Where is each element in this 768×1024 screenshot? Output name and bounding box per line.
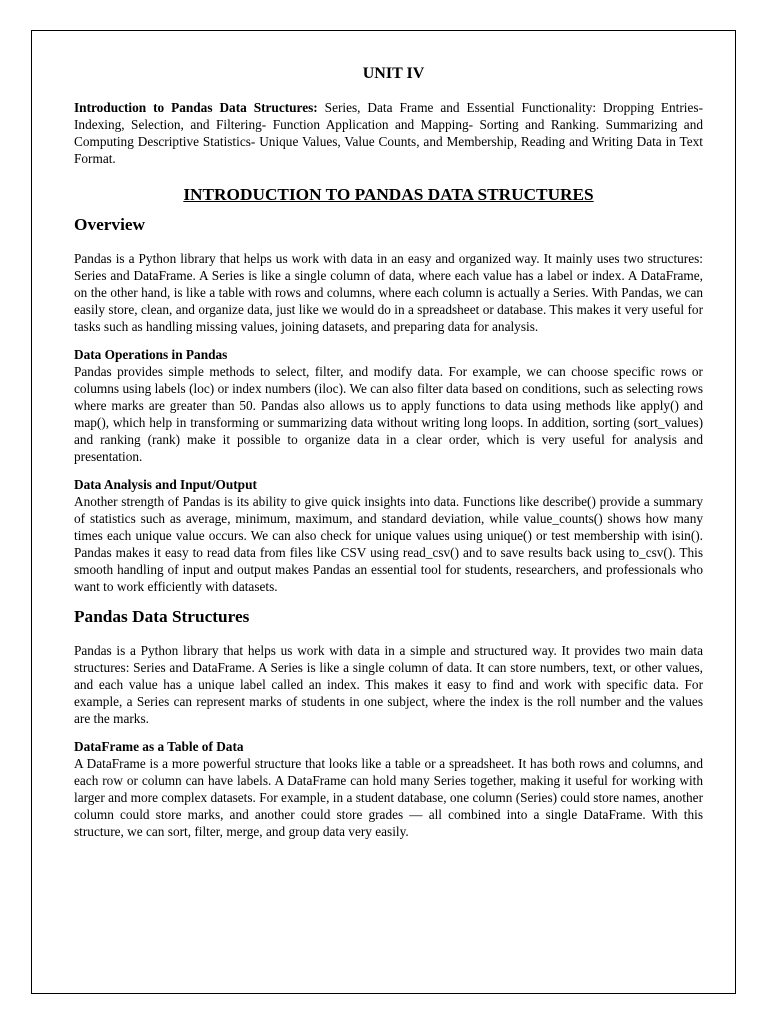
data-operations-paragraph: Pandas provides simple methods to select, filter, and modify data. For example, we can choose specific rows or columns using labels (loc) or index numbers (iloc). We can also filter data based on conditions, such as selecting rows where marks are greater than 50. Pandas also allows us to apply functions to data using methods like apply() and map(), which help in transforming or summarizing data without writing long loops. In addition, sorting (sort_values) and ranking (rank) make it possible to organize data in a clear order, which is very useful for analysis and presentation. [74, 364, 703, 464]
pandas-structures-heading: Pandas Data Structures [74, 607, 250, 626]
overview-paragraph: Pandas is a Python library that helps us work with data in an easy and organized way. It mainly uses two structures: Series and DataFrame. A Series is like a single column of data, where each value has a label or index. A DataFrame, on the other hand, is like a table with rows and columns, where each column is actually a Series. With Pandas, we can easily store, clean, and organize data, just like we would do in a spreadsheet or database. This makes it very useful for tasks such as handling missing values, joining datasets, and preparing data for analysis. [74, 251, 703, 334]
syllabus-intro-lead: Introduction to Pandas Data Structures: [74, 100, 318, 115]
data-analysis-heading: Data Analysis and Input/Output [74, 477, 257, 492]
dataframe-paragraph: A DataFrame is a more powerful structure that looks like a table or a spreadsheet. It has both rows and columns, and each row or column can have labels. A DataFrame can hold many Series together, making it useful for working with larger and more complex datasets. For example, in a student database, one column (Series) could store names, another column could store marks, and another could store grades — all combined into a single DataFrame. With this structure, we can sort, filter, merge, and group data very easily. [74, 756, 703, 839]
syllabus-intro-text: Series, Data Frame and Essential Functionality: Dropping Entries- Indexing, Selection, and Filtering- Function Application and Mapping- Sorting and Ranking. Summarizing and Computing Descriptive Statistics- Unique Values, Value Counts, and Membership, Reading and Writing Data in Text Format. [74, 100, 704, 166]
data-operations-heading: Data Operations in Pandas [74, 347, 228, 362]
main-heading: INTRODUCTION TO PANDAS DATA STRUCTURES [183, 185, 594, 204]
unit-title: UNIT IV [362, 65, 425, 82]
overview-heading: Overview [74, 215, 146, 234]
syllabus-intro [74, 99, 703, 167]
document-body [74, 64, 703, 840]
data-analysis-paragraph: Another strength of Pandas is its ability to give quick insights into data. Functions like describe() provide a summary of statistics such as average, minimum, maximum, and standard deviation, while value_counts() shows how many times each unique value occurs. We can also check for unique values using unique() or test membership with isin(). Pandas makes it easy to read data from files like CSV using read_csv() and to save results back using to_csv(). This smooth handling of input and output makes Pandas an essential tool for students, researchers, and professionals who want to work efficiently with datasets. [74, 494, 703, 594]
dataframe-heading: DataFrame as a Table of Data [74, 739, 244, 754]
pandas-structures-paragraph: Pandas is a Python library that helps us work with data in a simple and structured way. It provides two main data structures: Series and DataFrame. A Series is like a single column of data. It can store numbers, text, or other values, and each value has a unique label called an index. This makes it easy to find and work with specific data. For example, a Series can represent marks of students in one subject, where the index is the roll number and the values are the marks. [74, 643, 703, 726]
